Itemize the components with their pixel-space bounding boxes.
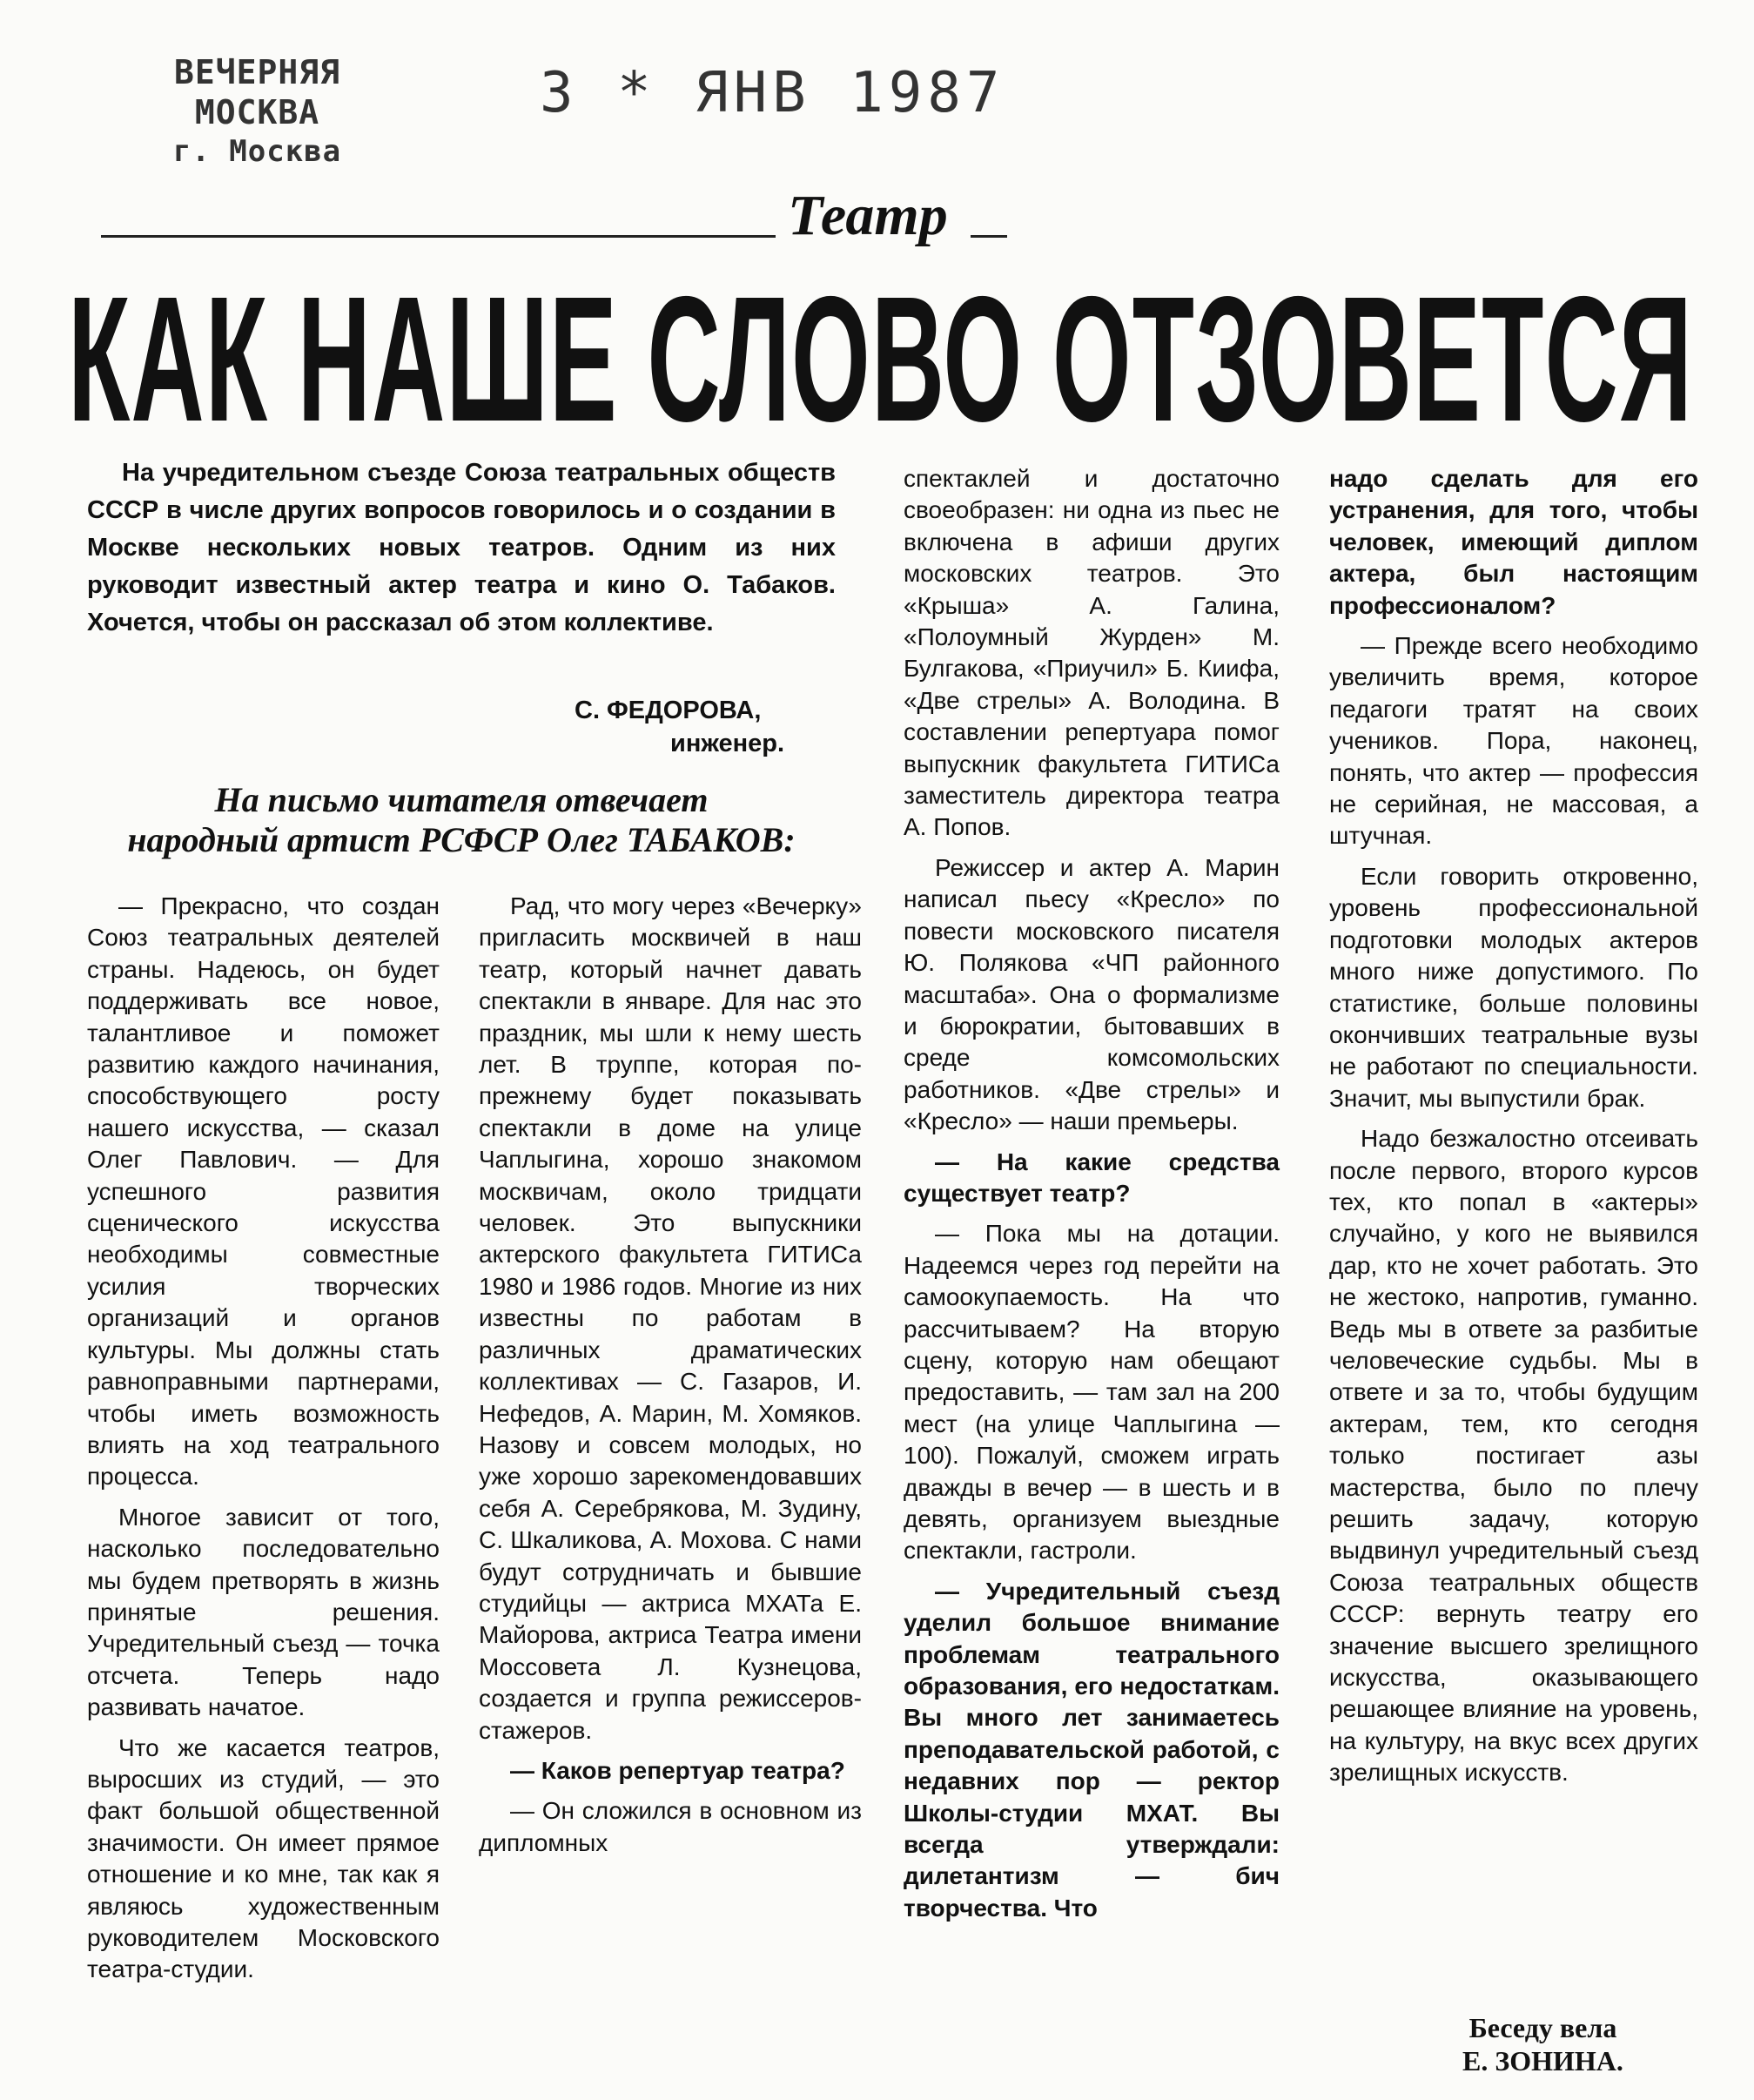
rubric-rule-left: [101, 235, 776, 238]
interview-question: — Каков репертуар театра?: [510, 1756, 845, 1784]
column-3: [904, 463, 1280, 1933]
paragraph: Режиссер и актер А. Марин написал пьесу «Кресло» по повести московского писателя Ю. Полякова «ЧП районного масштаба». Она о формализме и бюрократии, бытовавших в среде комсомольских работников. «Две стрелы» и «Кресло» — наши премьеры.: [904, 853, 1280, 1135]
lead-line-1: На письмо читателя отвечает: [214, 780, 709, 819]
paragraph: спектаклей и достаточно своеобразен: ни одна из пьес не включена в афиши других московских театров. Это «Крыша» А. Галина, «Полоумный Журден» М. Булгакова, «Приучил» Б. Киифа, «Две стрелы» А. Володина. В составлении репертуара помог выпускник факультета ГИТИСа заместитель директора театра А. Попов.: [904, 465, 1280, 841]
paragraph: — Пока мы на дотации. Надеемся через год перейти на самоокупаемость. На что рассчитываем? На вторую сцену, которую нам обещают предоставить, — там зал на 200 мест (на улице Чаплыгина — 100). Пожалуй, сможем играть дважды в вечер — в шесть и в девять, организуем выездные спектакли, гастроли.: [904, 1220, 1280, 1565]
rubric-rule-right: [971, 235, 1007, 238]
column-2: [479, 891, 862, 1868]
interview-question: надо сделать для его устранения, для того, чтобы человек, имеющий диплом актера, был настоящим профессионалом?: [1329, 465, 1698, 619]
letter-author-title: инженер.: [670, 730, 785, 757]
answer-lead: [52, 780, 870, 860]
reader-letter: На учредительном съезде Союза театральных обществ СССР в числе других вопросов говорилось и о создании в Москве нескольких новых театров. Одним из них руководит известный актер театра и кино О. Табаков. Хочется, чтобы он рассказал об этом коллективе.: [87, 459, 836, 636]
paragraph: — Он сложился в основном из дипломных: [479, 1797, 862, 1856]
paragraph: Рад, что могу через «Вечерку» пригласить москвичей в наш театр, который начнет давать спектакли в январе. Для нас это праздник, мы шли к нему шесть лет. В труппе, которая по-прежнему будет показывать спектакли в доме на улице Чаплыгина, хорошо знакомом москвичам, около тридцати человек. Это выпускники актерского факультета ГИТИСа 1980 и 1986 годов. Многие из них известны по работам в различных драматических коллективах — С. Газаров, И. Нефедов, А. Марин, М. Хомяков. Назову и совсем молодых, но уже хорошо зарекомендовавших себя А. Серебрякова, М. Зудину, С. Шкаликова, А. Мохова. С нами будут сотрудничать и бывшие студийцы — актриса МХАТа Е. Майорова, актриса Театра имени Моссовета Л. Кузнецова, создается и группа режиссеров-стажеров.: [479, 892, 862, 1744]
byline-label: Беседу вела: [1468, 2012, 1617, 2043]
paragraph: Если говорить откровенно, уровень профессиональной подготовки молодых актеров много ниже допустимого. По статистике, больше половины окончивших театральные вузы не работают по специальности. Значит, мы выпустили брак.: [1329, 862, 1698, 1112]
date-stamp: 3 * ЯНВ 1987: [540, 61, 1005, 125]
stamp-city: г. Москва: [172, 134, 342, 169]
headline: КАК НАШЕ СЛОВО ОТЗОВЕТСЯ: [68, 259, 1694, 459]
paragraph: — Прекрасно, что создан Союз театральных деятелей страны. Надеюсь, он будет поддерживать все новое, талантливое и поможет развитию каждого начинания, способствующего росту нашего искусства, — сказал Олег Павлович. — Для успешного развития сценического искусства необходимы совместные усилия творческих организаций и органов культуры. Мы должны стать равноправными партнерами, чтобы иметь возможность влиять на ход театрального процесса.: [87, 892, 440, 1491]
paragraph: Надо безжалостно отсеивать после первого, второго курсов тех, кто попал в «актеры» случайно, у кого не выявился дар, кто не хочет работать. Это не жестоко, напротив, гуманно. Ведь мы в ответе за разбитые человеческие судьбы. Мы в ответе и за то, чтобы будущим актерам, тем, кто сегодня только постигает азы мастерства, было по плечу решить задачу, которую выдвинул учредительный съезд Союза театральных обществ СССР: вернуть театру его значение высшего зрелищного искусства, оказывающего решающее влияние на уровень, на культуру, на вкус всех других зрелищных искусств.: [1329, 1125, 1698, 1787]
stamp-title: ВЕЧЕРНЯЯ МОСКВА: [173, 53, 341, 131]
interview-question: — Учредительный съезд уделил большое внимание проблемам театрального образования, его недостаткам. Вы много лет занимаетесь преподавательской работой, с недавних пор — ректор Школы-студии МХАТ. Вы всегда утверждали: дилетантизм — бич творчества. Что: [904, 1577, 1280, 1922]
byline-author: Е. ЗОНИНА.: [1462, 2045, 1623, 2076]
byline: [1462, 2011, 1623, 2077]
lead-line-2: народный артист РСФСР Олег ТАБАКОВ:: [127, 820, 796, 859]
letter-author-name: С. ФЕДОРОВА,: [575, 697, 762, 724]
paragraph: Многое зависит от того, насколько последовательно мы будем претворять в жизнь принятые решения. Учредительный съезд — точка отсчета. Теперь надо развивать начатое.: [87, 1503, 440, 1721]
paragraph: — Прежде всего необходимо увеличить время, которое педагоги тратят на своих учеников. Пора, наконец, понять, что актер — профессия не серийная, не массовая, а штучная.: [1329, 632, 1698, 850]
rubric: Театр: [788, 184, 948, 247]
newspaper-stamp: [111, 52, 403, 171]
column-1: [87, 891, 440, 1995]
paragraph: Что же касается театров, выросших из студий, — это факт большой общественной значимости. Он имеет прямое отношение и ко мне, так как я являюсь художественным руководителем Московского театра-студии.: [87, 1733, 440, 1983]
column-4: [1329, 463, 1698, 1798]
interview-question: — На какие средства существует театр?: [904, 1148, 1280, 1207]
